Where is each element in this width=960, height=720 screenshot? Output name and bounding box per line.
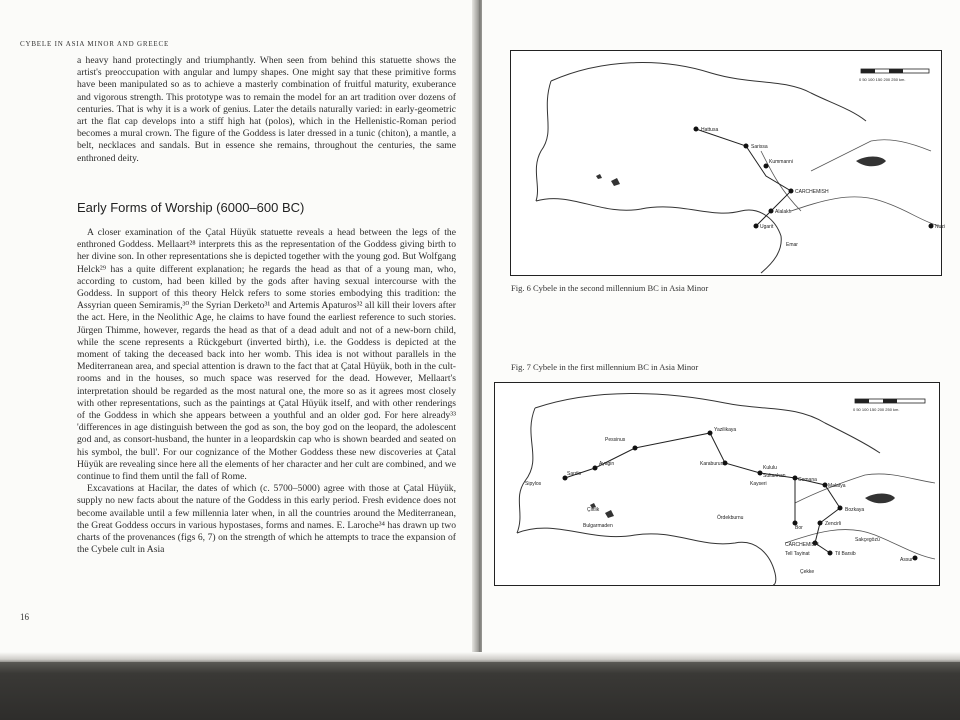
figure-6-map-drawing	[511, 51, 946, 275]
figure-7-place-label: Sultanhan	[763, 473, 786, 479]
figure-7-caption: Fig. 7 Cybele in the first millennium BC in Asia Minor	[511, 362, 699, 372]
figure-7-place-label: Kululu	[763, 465, 777, 471]
figure-6-place-label: Kummanni	[769, 159, 793, 165]
figure-7-place-label: Bulgarmaden	[583, 523, 613, 529]
left-page	[0, 0, 478, 662]
figure-7-place-label: Assur	[900, 557, 913, 563]
figure-7-place-label: Çekke	[800, 569, 815, 575]
figure-7-place-label: Sipylos	[525, 481, 542, 487]
figure-7-place-label: Malatya	[828, 483, 846, 489]
figure-6-place-label: Sarissa	[751, 144, 768, 150]
figure-7-place-label: CARCHEMISH	[785, 542, 819, 548]
figure-7-place-label: Tell Tayinat	[785, 551, 810, 557]
running-head: CYBELE IN ASIA MINOR AND GREECE	[20, 40, 170, 48]
figure-7-place-label: Pessinus	[605, 437, 626, 443]
figure-7-place-label: Çiftlik	[587, 507, 600, 513]
figure-6-place-label: Alalakh	[775, 209, 792, 215]
figure-7-place-label: Kayseri	[750, 481, 767, 487]
scanner-background	[0, 662, 960, 720]
figure-7-map	[494, 382, 940, 586]
figure-7-place-label: Bozkaya	[845, 507, 865, 513]
figure-7-scale-label: 0 50 100 150 200 250 km.	[853, 407, 900, 412]
figure-6-map	[510, 50, 946, 276]
paragraph-1	[77, 55, 456, 165]
paragraph-1-text: a heavy hand protectingly and triumphantly. When seen from behind this statuette shows the artist's preoccupation with angular and lumpy shapes. One might say that these primitive forms have been manipulated so as to achieve a masterly combination of fruitful maturity, exuberance and vigorous strength. This prototype was to remain the model for an art tradition over dozens of centuries. That is why it is a work of genius. Later the details naturally varied: in early-geometric art the flat cap develops into a stiff high hat (polos), which in the Hellenistic-Roman period becomes a mural crown. The figure of the Goddess is later dressed in a tunic (chiton), a mantle, a belt, necklaces and sandals. But in essence she remains, throughout the centuries, the same enthroned deity.	[77, 55, 456, 164]
paragraph-3-text: Excavations at Hacilar, the dates of which (c. 5700–5000) agree with those at Çatal Hüyük, supply no new facts about the nature of the Goddess in this early period. Fresh evidence does not become available until a few millennia later when, in all the countries around the Mediterranean, the Great Goddess occurs in various hypostases, forms and names. E. Laroche³⁴ has drawn up two charts of the provenances (figs 6, 7) on the strength of which he attempts to trace the expansion of the Cybele cult in Asia	[77, 483, 456, 556]
figure-7-map-drawing	[495, 383, 939, 585]
figure-6-scale-label: 0 50 100 150 200 250 km.	[859, 77, 906, 82]
figure-7-place-label: Ördekburnu	[717, 515, 744, 521]
figure-7-place-label: Til Barsib	[835, 551, 856, 557]
figure-7-place-label: Yazilikaya	[714, 427, 737, 433]
paragraph-2	[77, 227, 456, 556]
figure-6-place-label: CARCHEMISH	[795, 189, 829, 195]
figure-7-place-label: Zencirli	[825, 521, 842, 527]
figure-6-place-label: Nuzi	[935, 224, 946, 230]
section-heading: Early Forms of Worship (6000–600 BC)	[77, 200, 305, 215]
figure-7-place-label: Bor	[795, 525, 803, 531]
figure-7-place-label: Sakçegözü	[855, 537, 880, 543]
page-number: 16	[20, 612, 29, 622]
figure-6-place-label: Emar	[786, 242, 798, 248]
figure-6-place-label: Hattusa	[701, 127, 719, 133]
figure-7-place-label: Ayagin	[599, 461, 615, 467]
paragraph-2-text: A closer examination of the Çatal Hüyük statuette reveals a head between the legs of the enthroned Goddess. Mellaart²⁸ interprets this as the representation of the Goddess giving birth to her divine son. In other representations she is depicted together with the young god. But Wolfgang Helck²⁹ has a quite different explanation; he regards the head as that of a young man, who, according to custom, had been killed by the gods after having sexual intercourse with the Goddess. In support of this theory Helck refers to some stories embodying this tradition: the Assyrian queen Semiramis,³⁰ the Syrian Derketo³¹ and Artemis Apaturos³² all kill their lovers after the act. Here, in the Neolithic Age, he claims to have found the earliest reference to such stories. Jürgen Thimme, however, regards the head as that of a dead adult and not of a new-born child, while the scene represents a Rückgeburt (inverted birth), i.e. the Goddess is depicted at the moment of taking the deceased back into her womb. This idea is not without parallels in the Mediterranean area, and special attention is drawn to the fact that at Çatal Hüyük, both in the cult-rooms and in the houses, so much space was reserved for the dead. However, Mellaart's interpretation should be regarded as the most natural one, the more so as it agrees most closely with other representations, such as the paintings at Çatal Hüyük itself, and with other renderings of the Goddess in which she appears between a youthful and an older god. For here already³³ 'differences in age distinguish between the god as son, the boy god on the leopard, the adolescent god and, as consort-husband, the hunter in a leopardskin cap who is shown bearded and seated on his symbol, the bull'. For our cognizance of the Mother Goddess these new discoveries at Çatal Hüyük are revealing since here all the elements of her character and her cult are combined, and we continue to find them until the fall of Rome.	[77, 227, 456, 483]
figure-6-place-label: Ugarit	[760, 224, 774, 230]
figure-7-place-label: Sardis	[567, 471, 582, 477]
figure-7-place-label: Karaburun	[700, 461, 724, 467]
figure-6-caption: Fig. 6 Cybele in the second millennium BC in Asia Minor	[511, 283, 709, 293]
figure-7-place-label: Comana	[798, 477, 817, 483]
